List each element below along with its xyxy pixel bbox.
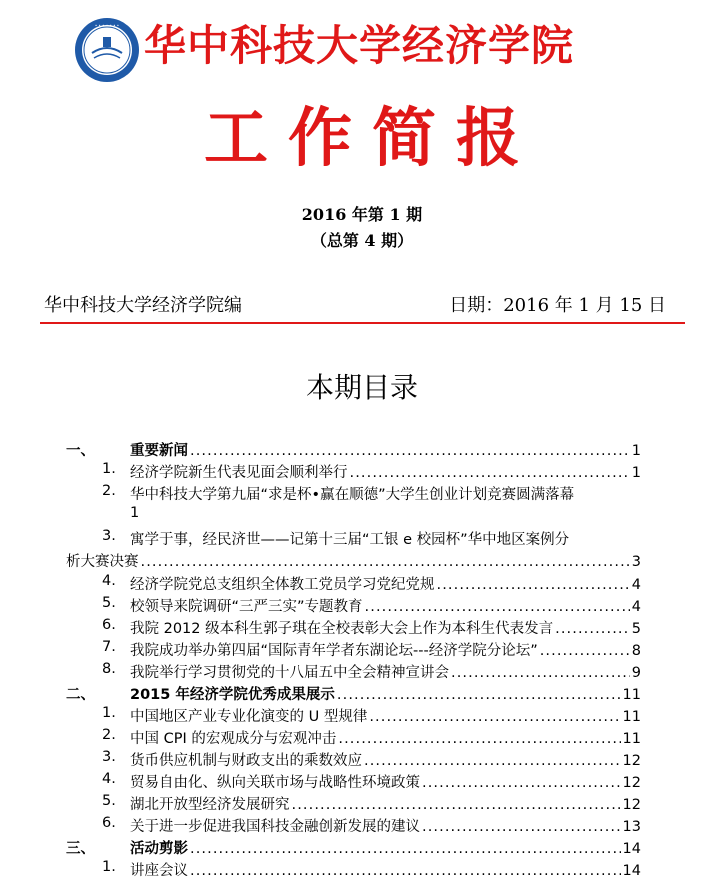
toc-leader-dots [338,731,620,747]
toc-item-title: 湖北开放型经济发展研究 [130,797,290,813]
toc-heading: 本期目录 [305,371,418,404]
toc-item-number: 5. [102,595,116,611]
toc-page-number: 3 [631,554,641,570]
toc-item-title: 寓学于事，经民济世——记第十三届“工银 e 校园杯”华中地区案例分 [130,532,570,548]
toc-item-row[interactable] [0,483,724,505]
svg-text:• • • • • • •: • • • • • • • [94,23,120,28]
toc-item-continuation [0,505,724,527]
toc-page-number: 1 [631,465,641,481]
toc-section-number: 二、 [66,687,95,703]
toc-page-number: 4 [631,577,641,593]
toc-item-row[interactable] [0,573,724,595]
toc-item-row[interactable] [0,461,724,483]
issue-total-number: （总第 4 期） [310,231,414,250]
toc-leader-dots [190,863,621,879]
school-logo-icon [74,17,140,83]
toc-page-number: 8 [631,643,641,659]
toc-item-title: 中国地区产业专业化演变的 U 型规律 [130,709,368,725]
toc-item-row[interactable] [0,705,724,727]
toc-leader-dots [540,643,630,659]
toc-item-number: 1. [102,705,116,721]
toc-item-number: 1. [102,461,116,477]
toc-leader-dots [437,577,630,593]
toc-leader-dots [369,709,620,725]
toc-item-row[interactable] [0,528,724,550]
toc-page-number: 12 [622,797,641,813]
toc-leader-dots [364,753,621,769]
toc-leader-dots [422,819,621,835]
toc-item-row[interactable] [0,727,724,749]
toc-item-number: 4. [102,573,116,589]
editor-label: 华中科技大学经济学院编 [44,295,242,316]
toc-leader-dots [190,443,630,459]
toc-section-row[interactable] [0,837,724,859]
toc-leader-dots [337,687,621,703]
toc-item-title: 关于进一步促进我国科技金融创新发展的建议 [130,819,420,835]
toc-item-row[interactable] [0,595,724,617]
toc-section-number: 一、 [66,443,95,459]
toc-page-number: 12 [622,775,641,791]
toc-page-number: 12 [622,753,641,769]
toc-item-row[interactable] [0,793,724,815]
toc-leader-dots [555,621,630,637]
toc-leader-dots [365,599,630,615]
toc-page-number: 11 [622,709,641,725]
toc-item-row[interactable] [0,749,724,771]
toc-page-number: 5 [631,621,641,637]
toc-item-number: 2. [102,727,116,743]
toc-section-title: 2015 年经济学院优秀成果展示 [130,687,335,703]
toc-item-title: 我院 2012 级本科生郭子琪在全校表彰大会上作为本科生代表发言 [130,621,554,637]
toc-item-title: 华中科技大学第九届“求是杯•赢在顺德”大学生创业计划竞赛圆满落幕 [130,487,575,503]
bulletin-title: 工作简报 [204,101,540,176]
toc-item-row[interactable] [0,859,724,881]
toc-page-number: 13 [622,819,641,835]
toc-item-title: 贸易自由化、纵向关联市场与战略性环境政策 [130,775,420,791]
toc-leader-dots [292,797,621,813]
toc-item-title: 校领导来院调研“三严三实”专题教育 [130,599,363,615]
toc-item-title: 我院成功举办第四届“国际青年学者东湖论坛---经济学院分论坛” [130,643,538,659]
toc-section-row[interactable] [0,683,724,705]
toc-leader-dots [451,665,630,681]
toc-page-number: 1 [631,443,641,459]
toc-leader-dots [190,841,621,857]
toc-item-number: 3. [102,528,116,544]
toc-page-number: 1 [130,505,140,521]
toc-item-number: 6. [102,815,116,831]
toc-item-title: 我院举行学习贯彻党的十八届五中全会精神宣讲会 [130,665,449,681]
toc-section-title: 重要新闻 [130,443,188,459]
toc-page-number: 14 [622,863,641,879]
toc-item-title: 货币供应机制与财政支出的乘数效应 [130,753,362,769]
toc-item-title: 经济学院新生代表见面会顺利举行 [130,465,348,481]
toc-item-row[interactable] [0,815,724,837]
toc-item-number: 4. [102,771,116,787]
toc-item-number: 8. [102,661,116,677]
toc-item-title-continued: 析大赛决赛 [66,554,139,570]
toc-item-title: 中国 CPI 的宏观成分与宏观冲击 [130,731,337,747]
toc-page-number: 11 [622,687,641,703]
toc-item-title: 经济学院党总支组织全体教工党员学习党纪党规 [130,577,435,593]
toc-item-continuation [0,550,724,572]
toc-leader-dots [350,465,630,481]
toc-section-row[interactable] [0,439,724,461]
toc-item-number: 2. [102,483,116,499]
toc-item-row[interactable] [0,771,724,793]
header-divider [40,322,685,324]
toc-item-number: 6. [102,617,116,633]
school-name-title: 华中科技大学经济学院 [144,21,575,70]
toc-item-number: 1. [102,859,116,875]
toc-page-number: 9 [631,665,641,681]
toc-item-row[interactable] [0,617,724,639]
issue-number: 2016 年第 1 期 [301,205,423,224]
toc-page-number: 11 [622,731,641,747]
toc-item-title: 讲座会议 [130,863,188,879]
toc-section-title: 活动剪影 [130,841,188,857]
toc-leader-dots [141,554,630,570]
toc-item-number: 3. [102,749,116,765]
toc-item-row[interactable] [0,639,724,661]
toc-page-number: 4 [631,599,641,615]
date-label: 日期：2016 年 1 月 15 日 [449,295,666,316]
toc-item-row[interactable] [0,661,724,683]
toc-leader-dots [422,775,621,791]
toc-page-number: 14 [622,841,641,857]
toc-item-number: 5. [102,793,116,809]
toc-section-number: 三、 [66,841,95,857]
toc-item-number: 7. [102,639,116,655]
